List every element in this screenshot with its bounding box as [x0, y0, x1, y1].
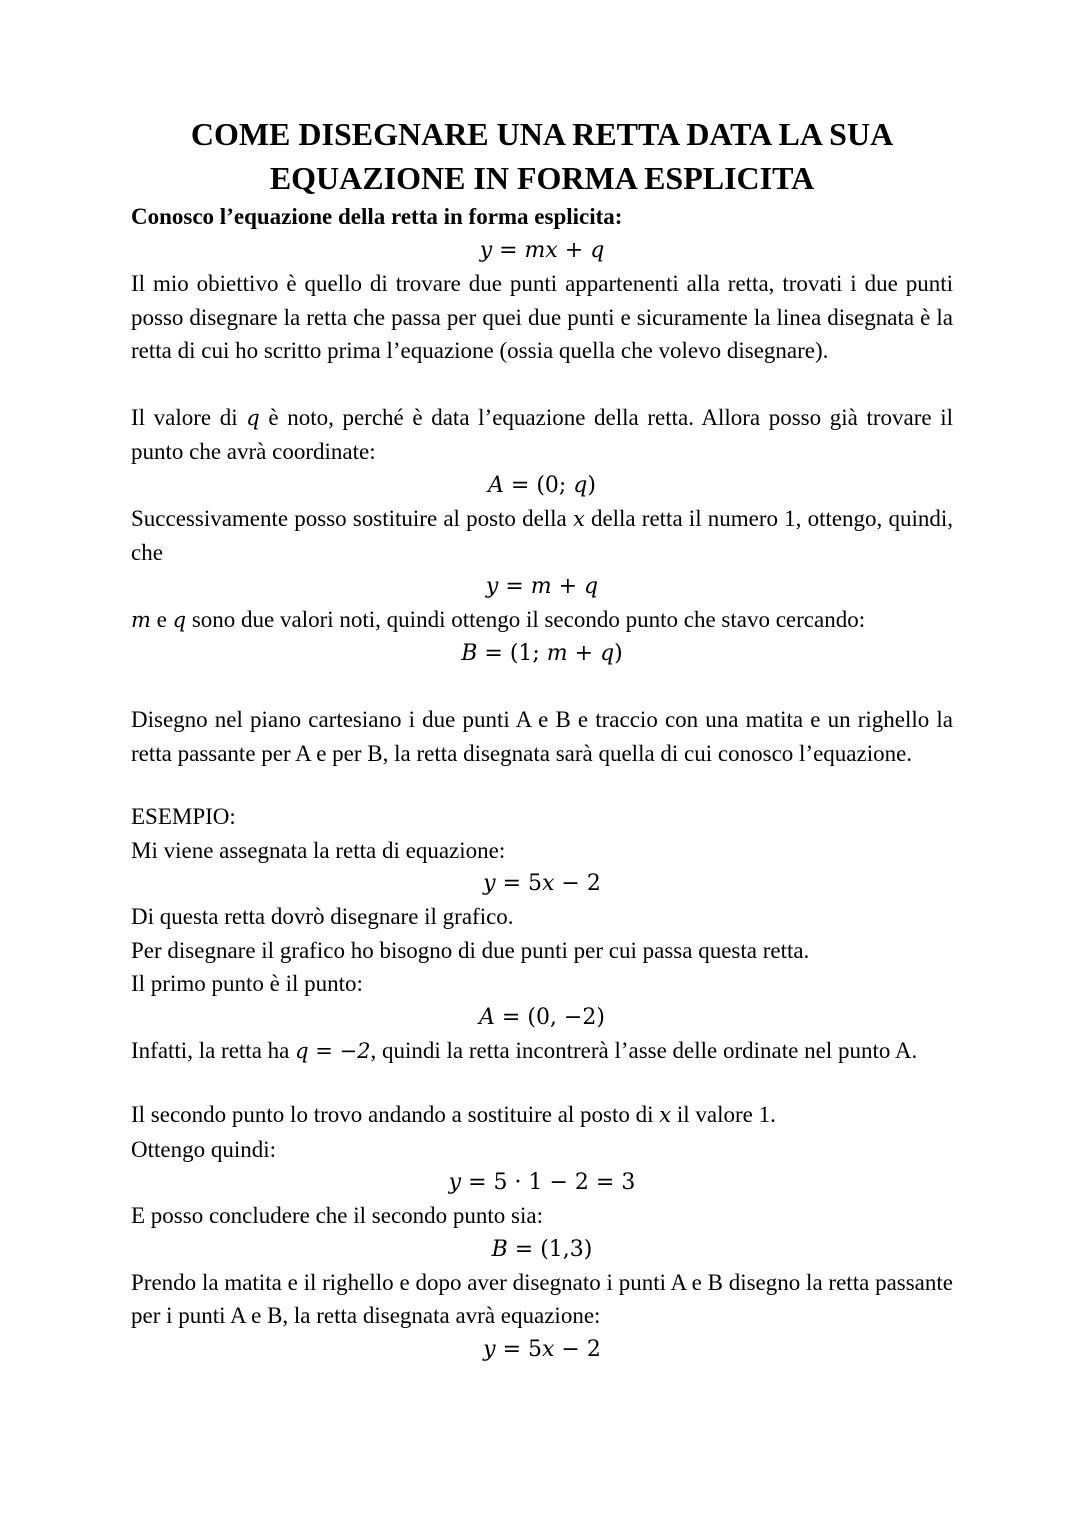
title-line-1: COME DISEGNARE UNA RETTA DATA LA SUA	[190, 116, 894, 152]
example-label: ESEMPIO:	[131, 804, 236, 829]
variable-q: 𝑞	[172, 607, 187, 632]
title-line-2: EQUAZIONE IN FORMA ESPLICITA	[269, 160, 815, 196]
example-equation-point-b: 𝐵 = (1,3)	[491, 1236, 593, 1262]
example-line-need: Per disegnare il grafico ho bisogno di due punti per cui passa questa retta.	[131, 937, 810, 963]
paragraph-substitute: Successivamente posso sostituire al posto della 𝑥 della retta il numero 1, ottengo, quindi, che	[131, 505, 953, 565]
section-heading: Conosco l’equazione della retta in forma esplicita:	[131, 204, 623, 229]
example-line-assigned: Mi viene assegnata la retta di equazione:	[131, 837, 506, 863]
paragraph-q-known: Il valore di 𝑞 è noto, perché è data l’equazione della retta. Allora posso già trovare il punto che avrà coordinate:	[131, 404, 954, 464]
paragraph-draw: Disegno nel piano cartesiano i due punti A e B e traccio con una matita e un righello la retta passante per A e per B, la retta disegnata sarà quella di cui conosco l’equazione.	[131, 707, 953, 766]
example-equation-calc: 𝑦 = 5 · 1 − 2 = 3	[448, 1170, 636, 1195]
example-line-infatti: Infatti, la retta ha 𝑞 = −2, quindi la retta incontrerà l’asse delle ordinate nel punto A.	[131, 1037, 918, 1063]
paragraph-m-q-known: 𝑚 e 𝑞 sono due valori noti, quindi ottengo il secondo punto che stavo cercando:	[131, 606, 866, 632]
example-line-second: Il secondo punto lo trovo andando a sostituire al posto di 𝑥 il valore 1.	[131, 1102, 776, 1127]
document-title	[131, 112, 953, 200]
variable-x: 𝑥	[572, 506, 585, 531]
example-line-first: Il primo punto è il punto:	[131, 971, 363, 996]
equation-point-b: 𝐵 = (1; 𝑚 + 𝑞)	[461, 641, 623, 666]
example-equation-line: 𝑦 = 5𝑥 − 2	[483, 871, 601, 896]
example-line-graph: Di questa retta dovrò disegnare il grafico.	[131, 904, 514, 929]
variable-x: 𝑥	[659, 1103, 672, 1127]
example-line-conclude: E posso concludere che il secondo punto sia:	[131, 1203, 543, 1228]
equation-explicit-form: 𝑦 = 𝑚𝑥 + 𝑞	[479, 238, 605, 263]
paragraph-goal: Il mio obiettivo è quello di trovare due punti appartenenti alla retta, trovati i due punti posso disegnare la retta che passa per quei due punti e sicuramente la linea disegnata è la retta di cui ho scritto prima l’equazione (ossia quella che volevo disegnare).	[131, 271, 953, 363]
equation-q-value: 𝑞 = −2	[295, 1038, 371, 1063]
example-line-ottengo: Ottengo quindi:	[131, 1136, 277, 1162]
example-equation-point-a: 𝐴 = (0, −2)	[479, 1004, 605, 1030]
example-equation-final: 𝑦 = 5𝑥 − 2	[483, 1336, 601, 1362]
variable-q: 𝑞	[246, 405, 260, 430]
example-paragraph-final: Prendo la matita e il righello e dopo aver disegnato i punti A e B disegno la retta passante per i punti A e B, la retta disegnata avrà equazione:	[131, 1269, 953, 1328]
variable-m: 𝑚	[131, 607, 151, 632]
document-page	[131, 112, 953, 1366]
equation-point-a: 𝐴 = (0; 𝑞)	[488, 472, 596, 498]
equation-y-m-plus-q: 𝑦 = 𝑚 + 𝑞	[485, 573, 599, 599]
